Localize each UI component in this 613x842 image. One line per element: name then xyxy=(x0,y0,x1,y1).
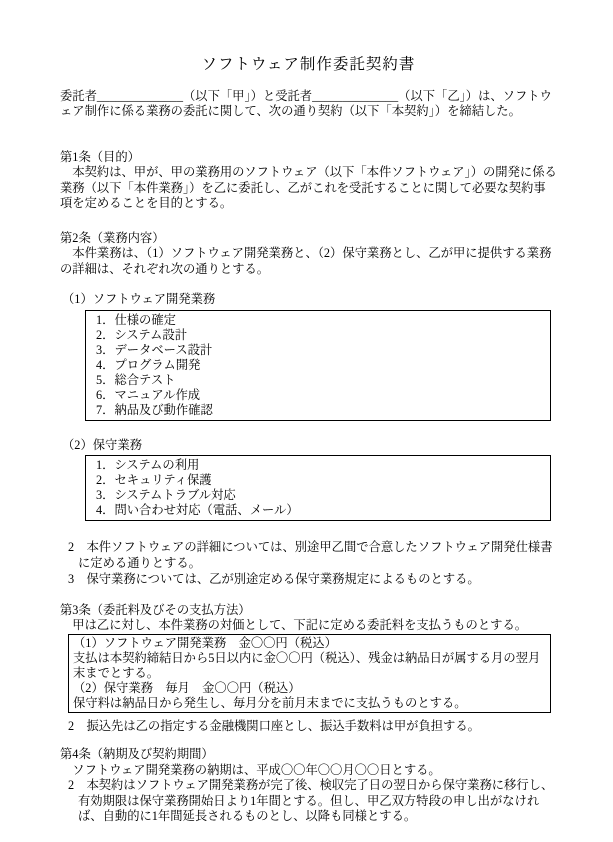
article-4 xyxy=(60,747,557,825)
dev-task-item: 6．マニュアル作成 xyxy=(96,387,201,402)
preamble-paragraph: 委託者______________（以下「甲」）と受託者______________（以下「乙」）は、ソフトウェア制作に係る業務の委託に関して、次の通り契約（以下「本契約」）を締結した。 xyxy=(60,88,552,118)
fee-box-line: 支払は本契約締結日から5日以内に金〇〇円（税込）、残金は納品日が属する月の翌月末までとする。 xyxy=(73,650,541,680)
dev-task-item: 4．プログラム開発 xyxy=(96,357,201,372)
article-1 xyxy=(60,150,557,212)
fee-box-line: （2）保守業務 毎月 金〇〇円（税込） xyxy=(73,680,301,695)
fee-box-line: 保守料は納品日から発生し、毎月分を前月末までに支払うものとする。 xyxy=(73,695,467,710)
article-2-body: 本件業務は、（1）ソフトウェア開発業務と、（2）保守業務とし、乙が甲に提供する業務の詳細は、それぞれ次の通りとする。 xyxy=(60,246,552,276)
article-4-body: ソフトウェア開発業務の納期は、平成〇〇年〇〇月〇〇日とする。 xyxy=(72,762,441,777)
article-1-body: 本契約は、甲が、甲の業務用のソフトウェア（以下「本件ソフトウェア」）の開発に係る業務（以下「本件業務」）を乙に委託し、乙がこれを受託することに関して必要な契約事項を定めることを目的とする。 xyxy=(60,165,557,210)
article-2 xyxy=(60,231,557,588)
dev-task-item: 5．総合テスト xyxy=(96,372,176,387)
fee-box-line: （1）ソフトウェア開発業務 金〇〇円（税込） xyxy=(73,635,337,650)
dev-task-item: 7．納品及び動作確認 xyxy=(96,402,213,417)
document-title: ソフトウェア制作委託契約書 xyxy=(201,56,416,73)
maintenance-tasks-box xyxy=(85,455,551,521)
maintenance-task-item: 4．問い合わせ対応（電話、メール） xyxy=(96,503,299,517)
maintenance-section-label: （2）保守業務 xyxy=(62,437,142,452)
article-3-heading: 第3条（委託料及びその支払方法） xyxy=(60,602,251,617)
article-2-clause-3: 3 保守業務については、乙が別途定める保守業務規定によるものとする。 xyxy=(68,572,480,586)
article-3 xyxy=(60,603,557,735)
maintenance-task-item: 1．システムの利用 xyxy=(96,458,200,472)
article-3-clause-2: 2 振込先は乙の指定する金融機関口座とし、振込手数料は甲が負担する。 xyxy=(68,718,480,733)
article-1-heading: 第1条（目的） xyxy=(60,149,140,164)
article-4-heading: 第4条（納期及び契約期間） xyxy=(60,747,214,761)
maintenance-task-item: 2．セキュリティ保護 xyxy=(96,473,212,487)
dev-section-label: （1）ソフトウェア開発業務 xyxy=(62,292,216,306)
dev-task-item: 2．システム設計 xyxy=(96,327,187,342)
article-3-body: 甲は乙に対し、本件業務の対価として、下記に定める委託料を支払うものとする。 xyxy=(72,618,528,632)
dev-task-item: 3．データベース設計 xyxy=(96,342,213,357)
article-2-heading: 第2条（業務内容） xyxy=(60,230,165,245)
article-4-clause-2: 2 本契約はソフトウェア開発業務が完了後、検収完了日の翌日から保守業務に移行し、有効期限は保守業務開始日より1年間とする。但し、甲乙双方特段の申し出がなければ、自動的に1年間延長されるものとし、以降も同様とする。 xyxy=(68,778,554,823)
article-2-clause-2: 2 本件ソフトウェアの詳細については、別途甲乙間で合意したソフトウェア開発仕様書に定める通りとする。 xyxy=(68,540,553,570)
fee-box xyxy=(68,634,551,713)
maintenance-task-item: 3．システムトラブル対応 xyxy=(96,488,236,502)
development-tasks-box xyxy=(85,310,551,421)
dev-task-item: 1．仕様の確定 xyxy=(96,312,176,327)
